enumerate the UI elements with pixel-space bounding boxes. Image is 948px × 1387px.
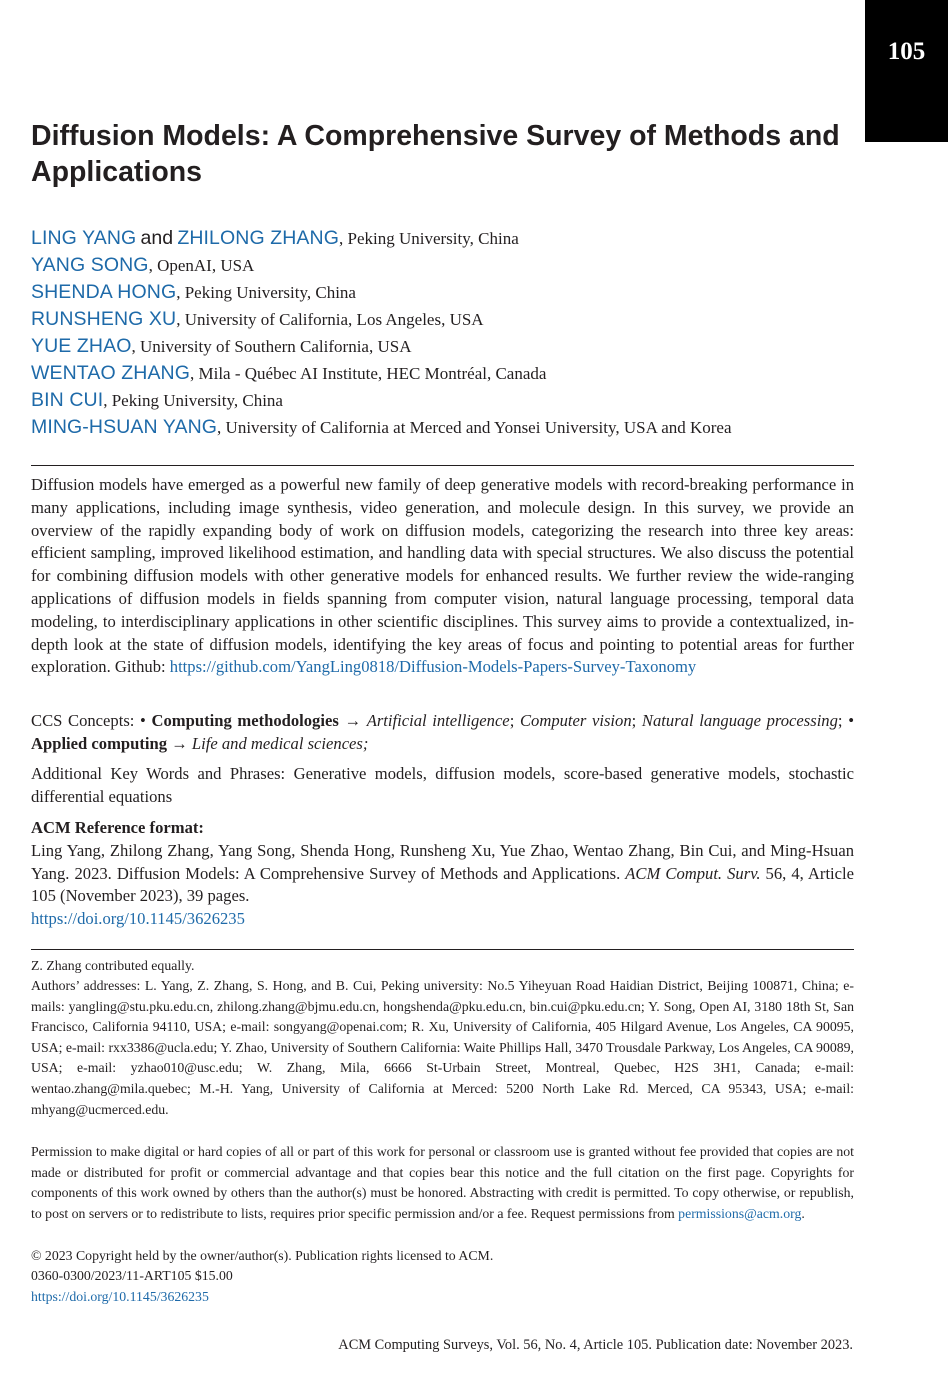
author-line (31, 279, 901, 306)
keywords (31, 763, 854, 809)
ccs-concepts (31, 710, 854, 756)
ccs-item: Life and medical sciences; (191, 733, 369, 753)
author-affiliation: , University of California, Los Angeles, USA (176, 310, 484, 329)
author-affiliation: , Mila - Québec AI Institute, HEC Montréal, Canada (190, 364, 547, 383)
copyright-notice: © 2023 Copyright held by the owner/author(s). Publication rights licensed to ACM. (31, 1248, 494, 1263)
author-affiliation: , Peking University, China (339, 229, 519, 248)
github-label: Github: (114, 657, 166, 677)
ccs-item: Computer vision (519, 711, 632, 730)
ccs-label: CCS Concepts: (31, 711, 135, 730)
issn-line: 0360-0300/2023/11-ART105 $15.00 (31, 1268, 233, 1283)
author-joiner: and (140, 227, 174, 249)
paper-title: Diffusion Models: A Comprehensive Survey of Methods and Applications (31, 120, 840, 188)
reference-details: 56, 4, Article 105 (November 2023), 39 pages. (31, 863, 855, 906)
author-line (31, 360, 901, 387)
ccs-sep: ; (631, 711, 637, 730)
footnote-doi-link[interactable]: https://doi.org/10.1145/3626235 (31, 1289, 209, 1304)
author-name[interactable]: WENTAO ZHANG (31, 362, 190, 384)
author-line (31, 306, 901, 333)
reference-journal: ACM Comput. Surv. (625, 863, 761, 883)
footnote-equal: Z. Zhang contributed equally. (31, 958, 195, 973)
reference-heading: ACM Reference format: (31, 818, 204, 837)
author-name[interactable]: YANG SONG (31, 254, 149, 276)
footnote-doi (31, 1287, 854, 1308)
permission-text: Permission to make digital or hard copies of all or part of this work for personal or classroom use is granted without fee provided that copies are not made or distributed for profit or commercial advantage and that copies bear this notice and the full citation on the first page. Copyrights for components of this work owned by others than the author(s) must be honored. Abstracting with credit is permitted. To copy otherwise, or republish, to post on servers or to redistribute to lists, requires prior specific permission and/or a fee. Request permissions from (31, 1144, 854, 1221)
ccs-bullet: • (848, 711, 854, 730)
reference-text: Ling Yang, Zhilong Zhang, Yang Song, Shenda Hong, Runsheng Xu, Yue Zhao, Wentao Zhang, Bin Cui, and Ming-Hsuan Yang. 2023. Diffusion Models: A Comprehensive Survey of Methods and Applications. (31, 840, 854, 883)
ccs-sep: ; (509, 711, 515, 730)
author-line (31, 252, 901, 279)
author-name[interactable]: YUE ZHAO (31, 335, 132, 357)
ccs-arrow: → (344, 711, 362, 730)
ccs-category: Applied computing (31, 733, 168, 753)
ccs-item: Artificial intelligence (366, 711, 510, 730)
author-affiliation: , University of California at Merced and Yonsei University, USA and Korea (217, 418, 732, 437)
author-name[interactable]: MING-HSUAN YANG (31, 416, 218, 438)
keywords-label: Additional Key Words and Phrases: (31, 764, 286, 783)
abstract (31, 474, 854, 679)
ccs-item: Natural language processing (641, 711, 838, 730)
footnote-addresses: Authors’ addresses: L. Yang, Z. Zhang, S. Hong, and B. Cui, Peking university: No.5 Yiheyuan Road Haidian District, Beijing 100871, China; e-mails: yangling@stu.pku.edu.cn, zhilong.zhang@bjmu.edu.cn, hongshenda@pku.edu.cn, bin.cui@pku.edu.cn; Y. Song, Open AI, 3180 18th St, San Francisco, California 94110, USA; e-mail: songyang@openai.com; R. Xu, University of California, 405 Hilgard Avenue, Los Angeles, CA 90095, USA; e-mail: rxx3386@ucla.edu; Y. Zhao, University of Southern California: Waite Phillips Hall, 3470 Trousdale Parkway, Los Angeles, CA 90089, USA; e-mail: yzhao010@usc.edu; W. Zhang, Mila, 6666 St-Urbain Street, Montreal, Quebec, H2S 3H1, Canada; e-mail: wentao.zhang@mila.quebec; M.-H. Yang, University of California at Merced: 5200 North Lake Rd. Merced, CA 95343, USA; e-mail: mhyang@ucmerced.edu. (31, 978, 854, 1117)
abstract-top-rule (31, 465, 854, 466)
author-list (31, 225, 901, 441)
author-line (31, 414, 901, 441)
github-link[interactable]: https://github.com/YangLing0818/Diffusion-Models-Papers-Survey-Taxonomy (169, 657, 697, 677)
permissions-email-link[interactable]: permissions@acm.org (678, 1205, 802, 1221)
author-line (31, 225, 901, 252)
footnote-rule (31, 949, 854, 950)
author-name[interactable]: ZHILONG ZHANG (177, 227, 339, 249)
ccs-bullet: • (140, 711, 146, 730)
page-number-tab (865, 0, 948, 142)
author-affiliation: , University of Southern California, USA (131, 337, 412, 356)
author-name[interactable]: SHENDA HONG (31, 281, 177, 303)
reference-doi-link[interactable]: https://doi.org/10.1145/3626235 (31, 909, 245, 929)
running-footer: ACM Computing Surveys, Vol. 56, No. 4, Article 105. Publication date: November 2023. (338, 1337, 853, 1353)
keywords-text: Generative models, diffusion models, score-based generative models, stochastic differential equations (31, 764, 855, 806)
author-line (31, 333, 901, 360)
permission-end: . (801, 1205, 805, 1221)
author-name[interactable]: RUNSHENG XU (31, 308, 177, 330)
author-name[interactable]: BIN CUI (31, 389, 104, 411)
author-name[interactable]: LING YANG (31, 227, 137, 249)
acm-reference (31, 817, 854, 931)
author-affiliation: , Peking University, China (176, 283, 356, 302)
author-affiliation: , Peking University, China (103, 391, 283, 410)
author-affiliation: , OpenAI, USA (148, 256, 255, 275)
ccs-sep: ; (837, 711, 843, 730)
page-number: 105 (887, 38, 926, 65)
ccs-category: Computing methodologies (151, 711, 339, 730)
abstract-text: Diffusion models have emerged as a powerful new family of deep generative models with record-breaking performance in many applications, including image synthesis, video generation, and molecule design. In this survey, we provide an overview of the rapidly expanding body of work on diffusion models, categorizing the research into three key areas: efficient sampling, improved likelihood estimation, and handling data with special structures. We also discuss the potential for combining diffusion models with other generative models for enhanced results. We further review the wide-ranging applications of diffusion models in fields spanning from computer vision, natural language processing, temporal data modeling, to interdisciplinary applications in other scientific disciplines. This survey aims to provide a contextualized, in-depth look at the state of diffusion models, identifying the key areas of focus and pointing to potential areas for further exploration. (31, 475, 854, 677)
author-line (31, 387, 901, 414)
ccs-arrow: → (171, 733, 188, 753)
footnote-permission (31, 1142, 854, 1224)
